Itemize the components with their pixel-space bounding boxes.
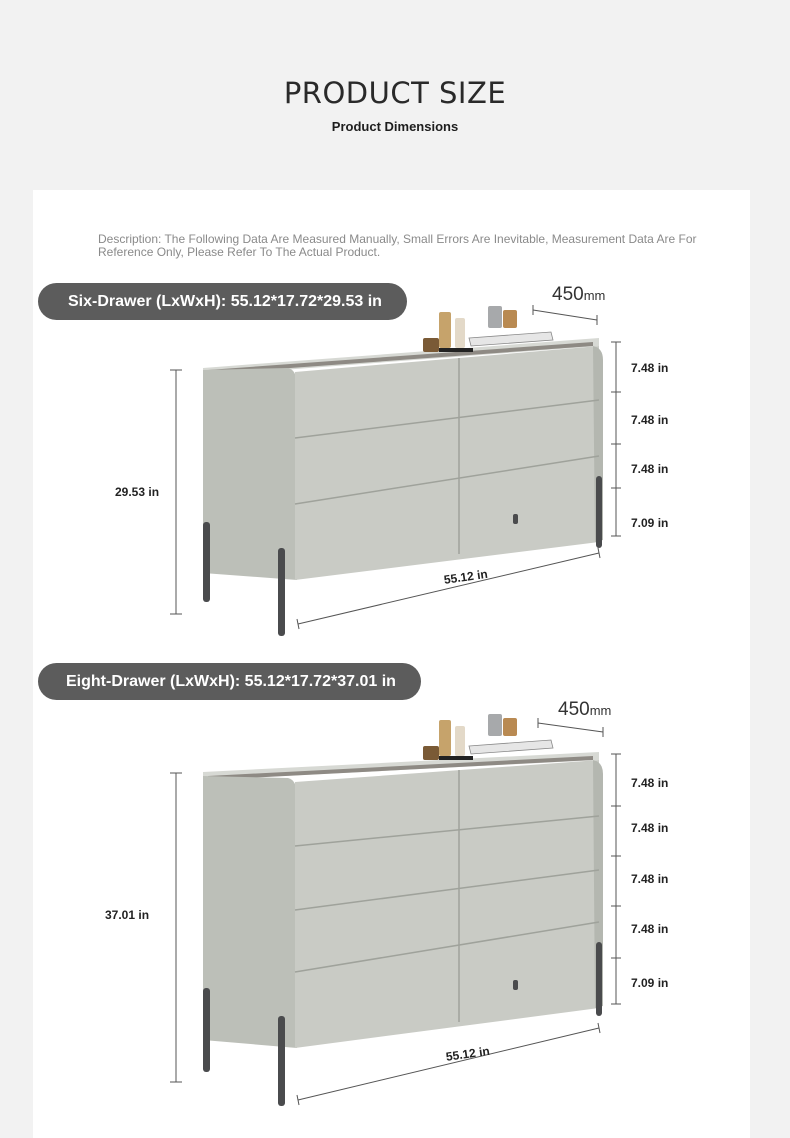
- eight-drawer-row-4-height: 7.48 in: [631, 922, 669, 936]
- header: [0, 0, 790, 190]
- six-drawer-depth-value: 450: [552, 284, 584, 305]
- eight-drawer-depth-value: 450: [558, 699, 590, 720]
- six-drawer-row-3-height: 7.48 in: [631, 462, 669, 476]
- eight-drawer-height: 37.01 in: [105, 908, 150, 922]
- eight-drawer-row-2-height: 7.48 in: [631, 821, 669, 835]
- six-drawer-row-2-height: 7.48 in: [631, 413, 669, 427]
- six-drawer-length: 55.12 in: [443, 566, 489, 587]
- eight-drawer-row-3-height: 7.48 in: [631, 872, 669, 886]
- eight-drawer-length: 55.12 in: [445, 1043, 491, 1064]
- page-title: PRODUCT SIZE: [283, 76, 507, 110]
- eight-drawer-depth: [558, 699, 611, 721]
- six-drawer-height: 29.53 in: [115, 485, 160, 499]
- page-subtitle: Product Dimensions: [331, 119, 459, 134]
- eight-drawer-row-5-height: 7.09 in: [631, 976, 669, 990]
- eight-drawer-row-1-height: 7.48 in: [631, 776, 669, 790]
- six-drawer-figure: [33, 284, 750, 650]
- six-drawer-row-1-height: 7.48 in: [631, 361, 669, 375]
- six-drawer-label: Six-Drawer (LxWxH): 55.12*17.72*29.53 in: [38, 283, 407, 320]
- eight-drawer-depth-unit: mm: [589, 703, 612, 718]
- eight-drawer-label: Eight-Drawer (LxWxH): 55.12*17.72*37.01 in: [38, 663, 421, 700]
- six-drawer-depth: [552, 284, 605, 306]
- measurement-description: Description: The Following Data Are Measured Manually, Small Errors Are Inevitable, Measurement Data Are For Reference Only, Please Refer To The Actual Product.: [98, 232, 697, 259]
- six-drawer-row-4-height: 7.09 in: [631, 516, 669, 530]
- eight-drawer-figure: [33, 699, 750, 1130]
- dimension-panel: [33, 190, 750, 1138]
- six-drawer-depth-unit: mm: [583, 288, 606, 303]
